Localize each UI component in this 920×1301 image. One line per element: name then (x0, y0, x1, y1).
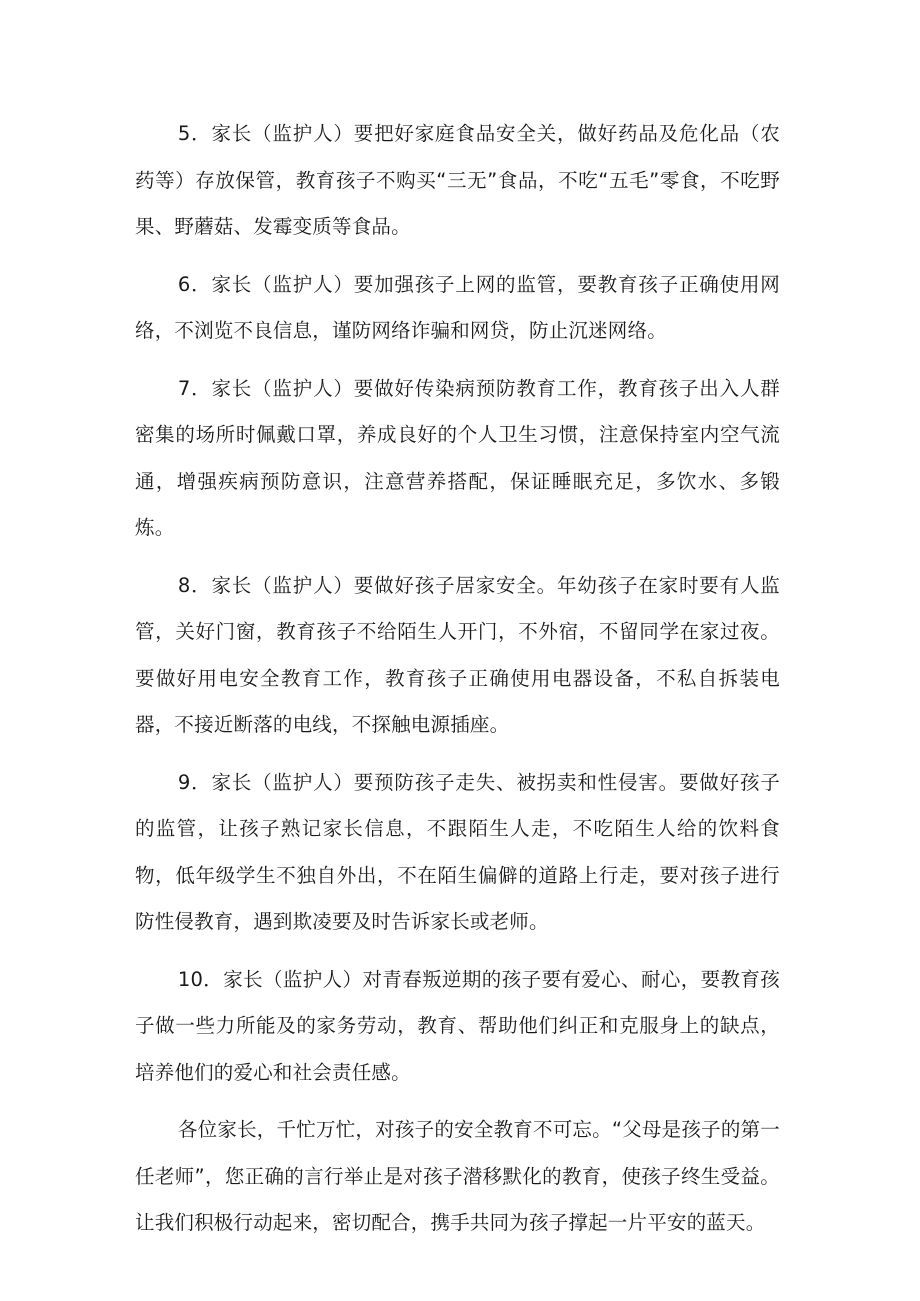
paragraph-item-6: 6．家长（监护人）要加强孩子上网的监管，要教育孩子正确使用网络，不浏览不良信息，谨防网络诈骗和网贷，防止沉迷网络。 (135, 272, 780, 342)
paragraph-item-9: 9．家长（监护人）要预防孩子走失、被拐卖和性侵害。要做好孩子的监管，让孩子熟记家长信息，不跟陌生人走，不吃陌生人给的饮料食物，低年级学生不独自外出，不在陌生偏僻的道路上行走，要对孩子进行防性侵教育，遇到欺凌要及时告诉家长或老师。 (135, 770, 780, 933)
paragraph-item-5: 5．家长（监护人）要把好家庭食品安全关，做好药品及危化品（农药等）存放保管，教育孩子不购买“三无”食品，不吃“五毛”零食，不吃野果、野蘑菇、发霉变质等食品。 (135, 122, 780, 238)
paragraph-item-7: 7．家长（监护人）要做好传染病预防教育工作，教育孩子出入人群密集的场所时佩戴口罩，养成良好的个人卫生习惯，注意保持室内空气流通，增强疾病预防意识，注意营养搭配，保证睡眠充足，多饮水、多锻炼。 (135, 376, 780, 539)
paragraph-item-8: 8．家长（监护人）要做好孩子居家安全。年幼孩子在家时要有人监管，关好门窗，教育孩子不给陌生人开门，不外宿，不留同学在家过夜。要做好用电安全教育工作，教育孩子正确使用电器设备，不私自拆装电器，不接近断落的电线，不探触电源插座。 (135, 573, 780, 736)
document-body (135, 111, 780, 1258)
closing-paragraph: 各位家长，千忙万忙，对孩子的安全教育不可忘。“父母是孩子的第一任老师”，您正确的言行举止是对孩子潜移默化的教育，使孩子终生受益。让我们积极行动起来，密切配合，携手共同为孩子撑起一片平安的蓝天。 (135, 1118, 780, 1234)
paragraph-item-10: 10．家长（监护人）对青春叛逆期的孩子要有爱心、耐心，要教育孩子做一些力所能及的家务劳动，教育、帮助他们纠正和克服身上的缺点，培养他们的爱心和社会责任感。 (135, 967, 780, 1084)
